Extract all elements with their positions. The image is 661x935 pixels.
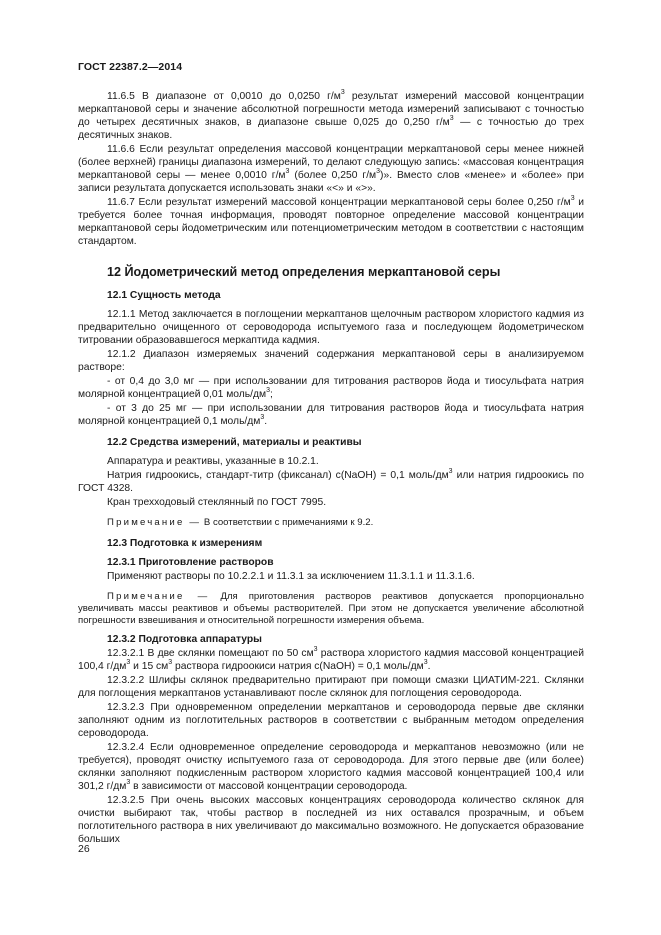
paragraph-12-2-c: Кран трехходовый стеклянный по ГОСТ 7995. [107, 497, 327, 508]
paragraph-11-6-6: 11.6.6 Если результат определения массовой концентрации меркаптановой серы менее нижней (более верхней) границы диапазона измерений, то делают следующую запись: «массовая концентрация меркаптановой серы — менее 0,0010 $г/м^3$ (более 0,250 $г/м^3$)». Вместо слов «менее» и «более» при записи результата допускается использовать знаки «<» и «>». [78, 144, 584, 194]
heading-12-3-1: 12.3.1 Приготовление растворов [107, 557, 274, 568]
paragraph-12-2-b: Натрия гидроокись, стандарт-титр (фиксанал) с(NaOH) = 0,1 моль/$дм^3$ или натрия гидроокись по ГОСТ 4328. [78, 467, 584, 494]
paragraph-12-3-2-3: 12.3.2.3 При одновременном определении меркаптанов и сероводорода первые две склянки заполняют одним из поглотительных растворов в соответствии с выбранным методом определения сероводорода. [78, 702, 584, 739]
paragraph-12-3-1: Применяют растворы по 10.2.2.1 и 11.3.1 за исключением 11.3.1.1 и 11.3.1.6. [107, 571, 475, 582]
page-body [78, 90, 584, 847]
paragraph-12-1-2: 12.1.2 Диапазон измеряемых значений содержания меркаптановой серы в анализируемом растворе: [78, 349, 584, 373]
paragraph-12-1-2-a: - от 0,4 до 3,0 мг — при использовании для титрования растворов йода и тиосульфата натрия молярной концентрацией 0,01 моль/$дм^3$; [78, 376, 584, 400]
paragraph-12-3-2-4: 12.3.2.4 Если одновременное определение сероводорода и меркаптанов невозможно (или не требуется), проводят очистку испытуемого газа от сероводорода. Для этого первые две (или более) склянки заполняют подкисленным раствором хлористого кадмия массовой концентрацией 100,4 или 301,2 $г/дм^3$ в зависимости от массовой концентрации сероводорода. [78, 742, 584, 792]
note-12-3-1 [78, 591, 584, 627]
paragraph-11-6-7: 11.6.7 Если результат измерений массовой концентрации меркаптановой серы более 0,250 $г/м^3$ и требуется более точная информация, проводят повторное определение массовой концентрации меркаптановой серы йодометрическим или потенциометрическим методом в соответствии с настоящим стандартом. [78, 194, 584, 247]
paragraph-12-3-2-2: 12.3.2.2 Шлифы склянок предварительно притирают при помощи смазки ЦИАТИМ-221. Склянки для поглощения меркаптанов устанавливают после склянок для поглощения сероводорода. [78, 675, 584, 699]
note-text: Для приготовления растворов реактивов допускается пропорционально увеличивать массы реактивов и объемы растворителей. При этом не допускается увеличение абсолютной погрешности взвешивания и относительной погрешности измерения объема. [78, 591, 584, 626]
heading-12-3-2: 12.3.2 Подготовка аппаратуры [107, 634, 262, 645]
paragraph-11-6-5: 11.6.5 В диапазоне от 0,0010 до 0,0250 $г/м^3$ результат измерений массовой концентрации меркаптановой серы и значение абсолютной погрешности метода измерений записывают с точностью до четырех десятичных знаков, в диапазоне свыше 0,025 до 0,250 $г/м^3$ — с точностью до трех десятичных знаков. [78, 88, 584, 141]
heading-12-2: 12.2 Средства измерений, материалы и реактивы [107, 437, 362, 448]
running-header: ГОСТ 22387.2—2014 [78, 61, 183, 73]
note-text: В соответствии с примечаниями к 9.2. [203, 517, 374, 528]
note-label: Примечание — [107, 517, 202, 528]
paragraph-12-3-2-1: 12.3.2.1 В две склянки помещают по 50 $см^3$ раствора хлористого кадмия массовой концентрацией 100,4 $г/дм^3$ и 15 $см^3$ раствора гидроокиси натрия с(NaOH) = 0,1 моль/$дм^3$. [78, 645, 584, 672]
section-12-heading: 12 Йодометрический метод определения меркаптановой серы [107, 265, 501, 279]
heading-12-1: 12.1 Сущность метода [107, 290, 221, 301]
note-12-2 [78, 517, 584, 529]
note-label: Примечание — [107, 591, 210, 602]
paragraph-12-3-2-5: 12.3.2.5 При очень высоких массовых концентрациях сероводорода количество склянок для очистки выбирают так, чтобы раствор в последней из них оставался прозрачным, и объем поглотительного раствора в них увеличивают до максимально возможного. Не допускается образование больших [78, 795, 584, 845]
paragraph-12-1-2-b: - от 3 до 25 мг — при использовании для титрования растворов йода и тиосульфата натрия молярной концентрацией 0,1 моль/$дм^3$. [78, 403, 584, 427]
paragraph-12-2-a: Аппаратура и реактивы, указанные в 10.2.1. [107, 456, 319, 467]
heading-12-3: 12.3 Подготовка к измерениям [107, 538, 263, 549]
paragraph-12-1-1: 12.1.1 Метод заключается в поглощении меркаптанов щелочным раствором хлористого кадмия из предварительно очищенного от сероводорода испытуемого газа и последующем йодометрическом титровании образовавшегося меркаптида кадмия. [78, 309, 584, 346]
page-number: 26 [78, 843, 90, 855]
